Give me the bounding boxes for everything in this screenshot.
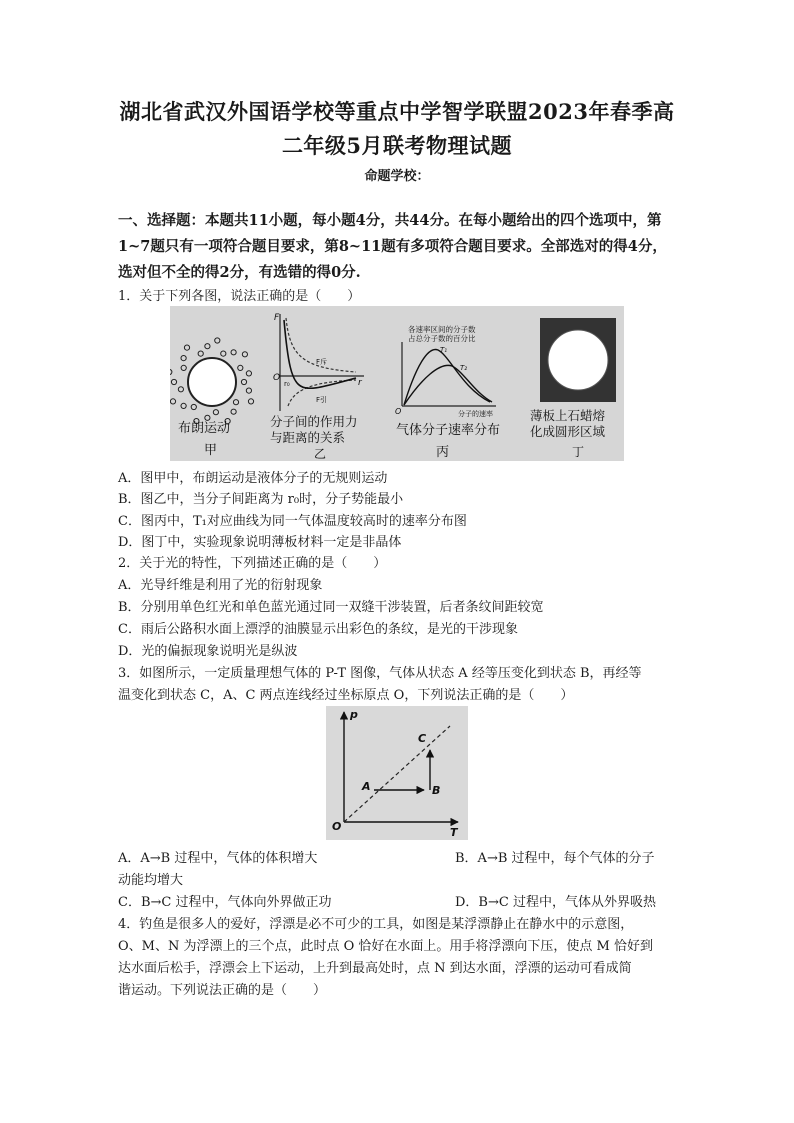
yi-repulsive-label: F斥 [316,358,328,366]
bing-t1-label: T₁ [440,346,448,354]
molecule-dot [191,404,196,409]
point-b-label: B [432,784,441,797]
question-2-stem: 2．关于光的特性，下列描述正确的是（ ） [118,556,387,571]
question-4-line-3: 达水面后松手，浮漂会上下运动，上升到最高处时，点 N 到达水面，浮漂的运动可看成简 [118,961,632,976]
molecule-dot [184,345,189,350]
q1-option-c[interactable]: C．图丙中，T₁对应曲线为同一气体温度较高时的速率分布图 [118,514,467,529]
exam-title-line-1: 湖北省武汉外国语学校等重点中学智学联盟2023年春季高 [119,99,675,124]
point-c-label: C [418,732,427,745]
q1-option-d[interactable]: D．图丁中，实验现象说明薄板材料一定是非晶体 [118,535,402,550]
net-force-curve [284,320,356,388]
molecule-dot [181,365,186,370]
bing-caption: 气体分子速率分布 [396,423,501,438]
yi-caption-2: 与距离的关系 [270,430,346,445]
molecule-dot [198,351,203,356]
molecule-dot [233,400,238,405]
question-1-figure-svg [170,306,624,461]
molecule-dot [241,379,246,384]
figure-bing [395,324,500,460]
dashed-line-through-origin [344,726,450,822]
q3-option-a[interactable]: A．A→B 过程中，气体的体积增大 [118,851,318,866]
yi-origin-label: O [273,373,281,383]
q1-option-a[interactable]: A．图甲中，布朗运动是液体分子的无规则运动 [118,471,388,486]
q1-option-b[interactable]: B．图乙中，当分子间距离为 r₀时，分子势能最小 [118,492,404,507]
question-4-line-2: O、M、N 为浮漂上的三个点，此时点 O 恰好在水面上。用手将浮漂向下压，使点 M 恰好到 [118,939,653,954]
molecule-dot [238,365,243,370]
question-3-figure [326,706,468,840]
bing-curve-t1 [404,349,490,405]
yi-r0-label: r₀ [284,380,290,388]
ding-caption-2: 化成圆形区域 [530,424,606,439]
p-axis-label: p [350,708,358,721]
question-4-line-1: 4．钓鱼是很多人的爱好，浮漂是必不可少的工具，如图是某浮漂静止在静水中的示意图， [118,917,634,932]
bing-origin-label: O [395,407,402,416]
brownian-particle [188,358,236,406]
question-1-stem: 1．关于下列各图，说法正确的是（ ） [118,289,361,304]
molecule-dot [215,338,220,343]
molecule-dot [171,379,176,384]
q3-option-d[interactable]: D．B→C 过程中，气体从外界吸热 [455,895,656,910]
molecule-dot [205,415,210,420]
bing-t2-label: T₂ [460,364,468,372]
bing-axis-x-label: 分子的速率 [458,410,493,418]
question-4-line-4: 谐运动。下列说法正确的是（ ） [118,983,327,998]
molecule-dot [181,403,186,408]
ding-label: 丁 [572,445,585,459]
molecule-dot [213,410,218,415]
yi-attractive-label: F引 [316,396,328,404]
section-header: 一、选择题：本题共11小题，每小题4分，共44分。在每小题给出的四个选项中，第1~7题只有一项符合题目要求，第8~11题有多项符合题目要求。全部选对的得4分，选对但不全的得2分，有选错的得0分. [118,212,667,281]
q3-option-b-line-1[interactable]: B．A→B 过程中，每个气体的分子 [455,851,655,866]
molecule-dot [242,352,247,357]
melted-wax-circle [548,330,608,390]
q2-option-b[interactable]: B．分别用单色红光和单色蓝光通过同一双缝干涉装置，后者条纹间距较宽 [118,600,544,615]
molecule-dot [170,399,175,404]
molecule-dot [248,399,253,404]
jia-label: 甲 [204,443,218,458]
exam-title-line-2: 二年级5月联考物理试题 [281,133,513,158]
yi-axis-y-label: F [274,313,280,323]
q2-option-a[interactable]: A．光导纤维是利用了光的衍射现象 [118,578,323,593]
school-label: 命题学校： [364,169,430,184]
figure-ding [530,318,616,459]
jia-caption: 布朗运动 [178,421,231,436]
molecule-dot [178,387,183,392]
figure-jia [170,338,254,458]
t-axis-label: T [450,826,458,839]
question-1-figure [170,306,624,461]
yi-label: 乙 [314,447,327,461]
point-a-label: A [362,780,371,793]
molecule-dot [181,356,186,361]
question-3-stem-1: 3．如图所示，一定质量理想气体的 P-T 图像，气体从状态 A 经等压变化到状态 B，再经等 [118,666,642,681]
yi-caption-1: 分子间的作用力 [270,414,358,429]
molecule-dot [231,409,236,414]
bing-label: 丙 [436,445,450,460]
bing-top-1: 各速率区间的分子数 [408,325,476,334]
yi-axis-x-label: r [358,378,362,388]
q3-option-c[interactable]: C．B→C 过程中，气体向外界做正功 [118,895,332,910]
q2-option-d[interactable]: D．光的偏振现象说明光是纵波 [118,644,298,659]
q3-option-b-line-2[interactable]: 动能均增大 [118,873,184,888]
q2-option-c[interactable]: C．雨后公路积水面上漂浮的油膜显示出彩色的条纹，是光的干涉现象 [118,622,518,637]
molecule-dot [221,351,226,356]
bing-top-2: 占总分子数的百分比 [408,334,476,343]
pt-diagram-svg [326,706,468,840]
ding-caption-1: 薄板上石蜡熔 [530,408,606,423]
origin-label: O [332,820,342,833]
figure-yi [270,313,364,461]
molecule-dot [231,350,236,355]
molecule-dot [246,371,251,376]
molecule-dot [170,369,172,374]
molecule-dot [205,344,210,349]
molecule-dot [246,388,251,393]
question-3-stem-2: 温变化到状态 C，A、C 两点连线经过坐标原点 O，下列说法正确的是（ ） [118,688,574,703]
